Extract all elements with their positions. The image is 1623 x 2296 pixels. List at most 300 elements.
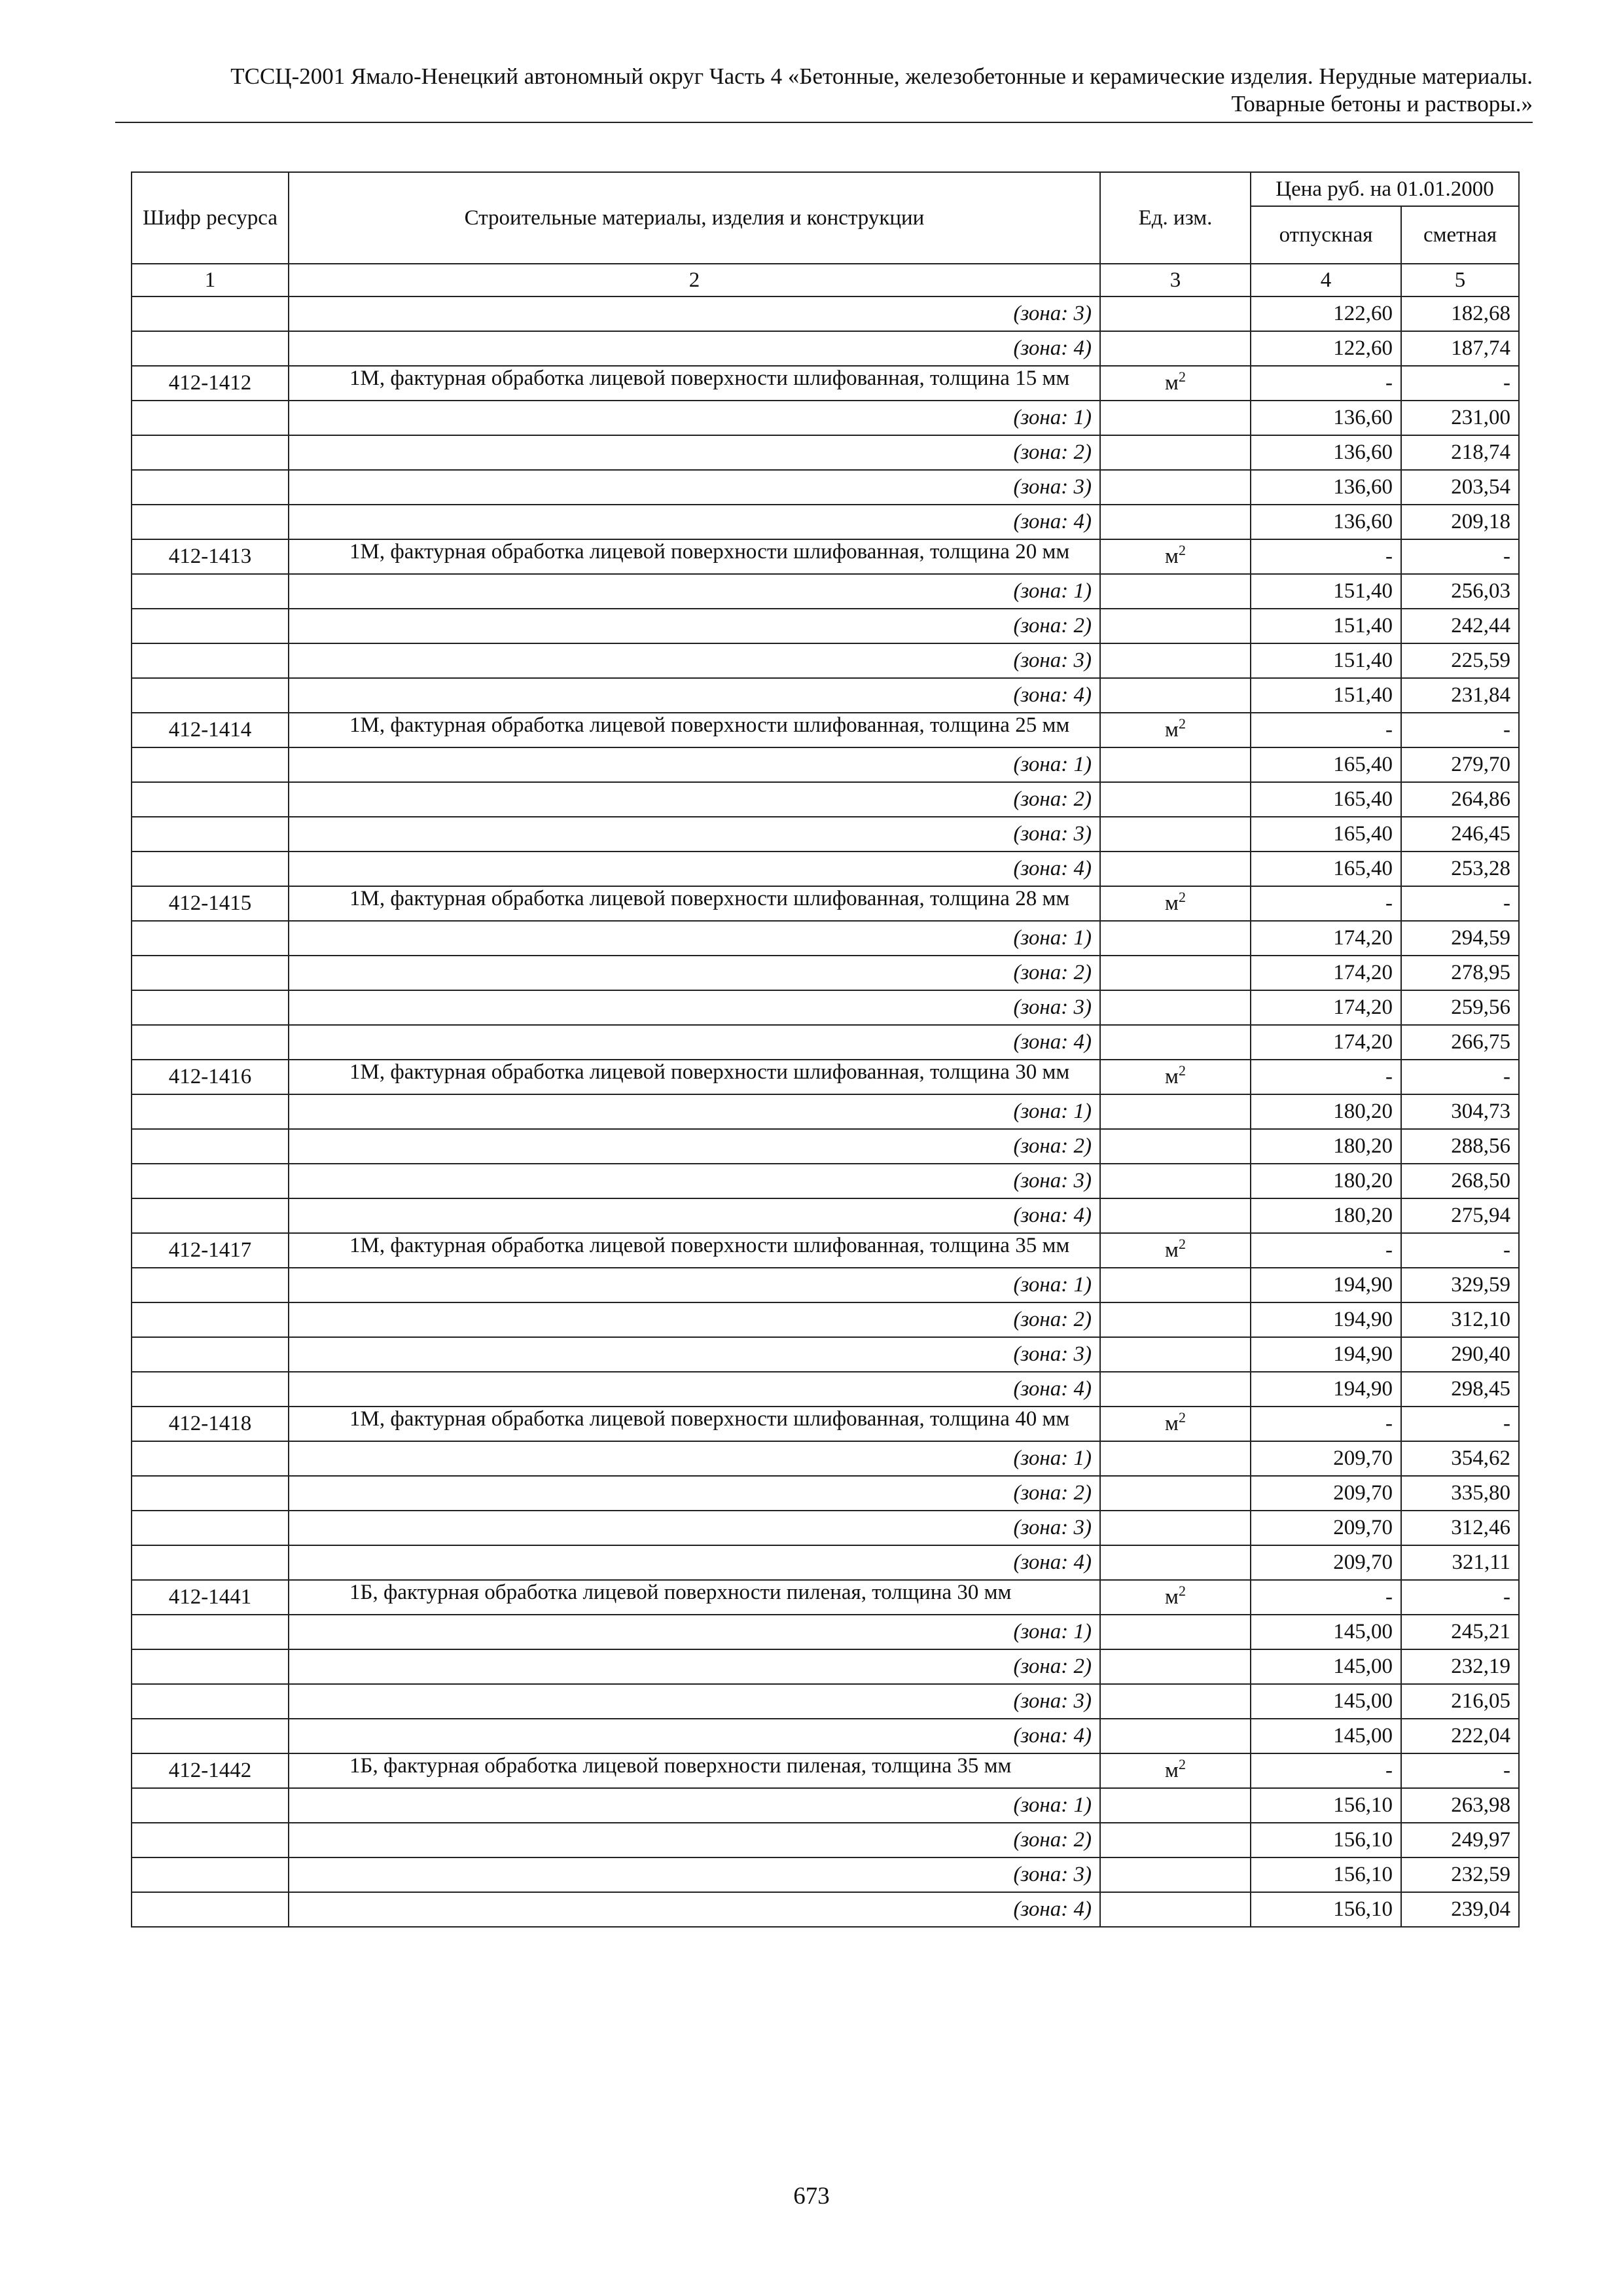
empty-cell: [132, 1372, 289, 1407]
release-price: 145,00: [1251, 1719, 1401, 1753]
unit-of-measure: [1100, 1580, 1251, 1615]
zone-label: (зона: 1): [289, 574, 1100, 609]
empty-cell: [132, 1337, 289, 1372]
resource-row: [132, 713, 1519, 747]
resource-description: [289, 713, 1100, 747]
empty-cell: [132, 1025, 289, 1060]
release-price: 156,10: [1251, 1892, 1401, 1927]
empty-cell: [1100, 1545, 1251, 1580]
estimate-price: 312,46: [1401, 1511, 1519, 1545]
zone-label: (зона: 2): [289, 1649, 1100, 1684]
unit-of-measure: [1100, 713, 1251, 747]
header-unit: Ед. изм.: [1100, 172, 1251, 264]
empty-cell: [132, 678, 289, 713]
release-price: 174,20: [1251, 921, 1401, 956]
release-price: 165,40: [1251, 782, 1401, 817]
running-header-line-2: Товарные бетоны и растворы.»: [1231, 91, 1533, 117]
header-estimate-price: сметная: [1401, 206, 1519, 264]
zone-row: [132, 1892, 1519, 1927]
release-price: 180,20: [1251, 1198, 1401, 1233]
zone-row: [132, 1302, 1519, 1337]
release-price: 136,60: [1251, 470, 1401, 505]
zone-row: [132, 1649, 1519, 1684]
resource-description-text: 1М, фактурная обработка лицевой поверхности шлифованная, толщина 20 мм: [349, 540, 1070, 564]
empty-cell: [1100, 1094, 1251, 1129]
release-price: 145,00: [1251, 1684, 1401, 1719]
resource-code: 412-1416: [132, 1060, 289, 1094]
empty-cell: [1100, 1823, 1251, 1857]
zone-row: [132, 1129, 1519, 1164]
empty-cell: [132, 1511, 289, 1545]
column-number: 2: [289, 264, 1100, 296]
resource-description-text: 1М, фактурная обработка лицевой поверхности шлифованная, толщина 40 мм: [349, 1407, 1070, 1431]
unit-of-measure: [1100, 366, 1251, 401]
release-price: -: [1251, 1060, 1401, 1094]
estimate-price: 298,45: [1401, 1372, 1519, 1407]
zone-row: [132, 1025, 1519, 1060]
release-price: 194,90: [1251, 1268, 1401, 1302]
empty-cell: [1100, 1302, 1251, 1337]
column-number: 1: [132, 264, 289, 296]
release-price: 209,70: [1251, 1545, 1401, 1580]
estimate-price: 246,45: [1401, 817, 1519, 852]
resource-description-text: 1Б, фактурная обработка лицевой поверхности пиленая, толщина 30 мм: [349, 1581, 1012, 1604]
empty-cell: [1100, 1268, 1251, 1302]
empty-cell: [132, 609, 289, 643]
resource-row: [132, 886, 1519, 921]
zone-row: [132, 1545, 1519, 1580]
release-price: 180,20: [1251, 1094, 1401, 1129]
release-price: 136,60: [1251, 401, 1401, 435]
zone-row: [132, 470, 1519, 505]
empty-cell: [132, 331, 289, 366]
resource-code: 412-1442: [132, 1753, 289, 1788]
empty-cell: [1100, 678, 1251, 713]
release-price: -: [1251, 1580, 1401, 1615]
resource-code: 412-1417: [132, 1233, 289, 1268]
unit-of-measure: [1100, 539, 1251, 574]
zone-label: (зона: 2): [289, 609, 1100, 643]
estimate-price: -: [1401, 1753, 1519, 1788]
empty-cell: [1100, 1649, 1251, 1684]
estimate-price: 354,62: [1401, 1441, 1519, 1476]
empty-cell: [1100, 1337, 1251, 1372]
empty-cell: [1100, 1788, 1251, 1823]
release-price: 156,10: [1251, 1788, 1401, 1823]
zone-row: [132, 1476, 1519, 1511]
empty-cell: [1100, 852, 1251, 886]
price-table: [131, 171, 1520, 1928]
release-price: 151,40: [1251, 609, 1401, 643]
empty-cell: [1100, 470, 1251, 505]
release-price: 136,60: [1251, 505, 1401, 539]
estimate-price: 279,70: [1401, 747, 1519, 782]
estimate-price: -: [1401, 1233, 1519, 1268]
zone-label: (зона: 2): [289, 782, 1100, 817]
zone-row: [132, 1164, 1519, 1198]
empty-cell: [132, 1129, 289, 1164]
resource-description: [289, 1233, 1100, 1268]
empty-cell: [132, 1823, 289, 1857]
estimate-price: 278,95: [1401, 956, 1519, 990]
release-price: -: [1251, 1753, 1401, 1788]
zone-row: [132, 435, 1519, 470]
unit-exponent: 2: [1178, 1236, 1186, 1252]
zone-label: (зона: 4): [289, 852, 1100, 886]
header-release-price: отпускная: [1251, 206, 1401, 264]
estimate-price: 263,98: [1401, 1788, 1519, 1823]
resource-description: [289, 1753, 1100, 1788]
zone-row: [132, 331, 1519, 366]
zone-label: (зона: 3): [289, 1164, 1100, 1198]
resource-description-text: 1Б, фактурная обработка лицевой поверхности пиленая, толщина 35 мм: [349, 1754, 1012, 1778]
estimate-price: 209,18: [1401, 505, 1519, 539]
empty-cell: [1100, 1892, 1251, 1927]
empty-cell: [132, 1268, 289, 1302]
estimate-price: 232,19: [1401, 1649, 1519, 1684]
zone-row: [132, 817, 1519, 852]
resource-description: [289, 886, 1100, 921]
unit-symbol: м: [1165, 1585, 1179, 1609]
zone-label: (зона: 3): [289, 1684, 1100, 1719]
estimate-price: 256,03: [1401, 574, 1519, 609]
zone-row: [132, 747, 1519, 782]
empty-cell: [1100, 574, 1251, 609]
zone-row: [132, 1337, 1519, 1372]
unit-exponent: 2: [1178, 368, 1186, 385]
unit-symbol: м: [1165, 1238, 1179, 1262]
estimate-price: 187,74: [1401, 331, 1519, 366]
estimate-price: 275,94: [1401, 1198, 1519, 1233]
estimate-price: 218,74: [1401, 435, 1519, 470]
unit-of-measure: [1100, 1407, 1251, 1441]
zone-label: (зона: 4): [289, 678, 1100, 713]
empty-cell: [1100, 296, 1251, 331]
resource-row: [132, 1753, 1519, 1788]
empty-cell: [1100, 331, 1251, 366]
estimate-price: 216,05: [1401, 1684, 1519, 1719]
empty-cell: [1100, 990, 1251, 1025]
resource-description: [289, 539, 1100, 574]
zone-label: (зона: 3): [289, 1511, 1100, 1545]
zone-row: [132, 1788, 1519, 1823]
empty-cell: [1100, 1476, 1251, 1511]
release-price: -: [1251, 1407, 1401, 1441]
price-table-body: [132, 296, 1519, 1927]
estimate-price: 231,84: [1401, 678, 1519, 713]
resource-description: [289, 1580, 1100, 1615]
header-price-group: Цена руб. на 01.01.2000: [1251, 172, 1519, 206]
empty-cell: [1100, 1129, 1251, 1164]
empty-cell: [132, 1545, 289, 1580]
zone-row: [132, 1441, 1519, 1476]
zone-label: (зона: 4): [289, 1025, 1100, 1060]
estimate-price: -: [1401, 539, 1519, 574]
release-price: 156,10: [1251, 1857, 1401, 1892]
page-number: 673: [793, 2183, 830, 2210]
release-price: 174,20: [1251, 956, 1401, 990]
release-price: 165,40: [1251, 852, 1401, 886]
unit-of-measure: [1100, 1753, 1251, 1788]
release-price: 165,40: [1251, 817, 1401, 852]
resource-description-text: 1М, фактурная обработка лицевой поверхности шлифованная, толщина 25 мм: [349, 713, 1070, 737]
zone-row: [132, 1372, 1519, 1407]
release-price: 209,70: [1251, 1441, 1401, 1476]
zone-label: (зона: 3): [289, 817, 1100, 852]
empty-cell: [1100, 1372, 1251, 1407]
estimate-price: 335,80: [1401, 1476, 1519, 1511]
resource-description-text: 1М, фактурная обработка лицевой поверхности шлифованная, толщина 35 мм: [349, 1234, 1070, 1257]
zone-row: [132, 1094, 1519, 1129]
empty-cell: [132, 747, 289, 782]
zone-label: (зона: 1): [289, 921, 1100, 956]
empty-cell: [132, 643, 289, 678]
header-code: Шифр ресурса: [132, 172, 289, 264]
resource-description-text: 1М, фактурная обработка лицевой поверхности шлифованная, толщина 28 мм: [349, 887, 1070, 910]
zone-label: (зона: 2): [289, 435, 1100, 470]
estimate-price: 182,68: [1401, 296, 1519, 331]
resource-row: [132, 1580, 1519, 1615]
unit-exponent: 2: [1178, 715, 1186, 732]
zone-label: (зона: 4): [289, 1198, 1100, 1233]
empty-cell: [132, 1788, 289, 1823]
estimate-price: 268,50: [1401, 1164, 1519, 1198]
empty-cell: [132, 1441, 289, 1476]
empty-cell: [132, 1649, 289, 1684]
estimate-price: 249,97: [1401, 1823, 1519, 1857]
empty-cell: [1100, 747, 1251, 782]
empty-cell: [132, 1615, 289, 1649]
zone-row: [132, 574, 1519, 609]
zone-row: [132, 678, 1519, 713]
unit-of-measure: [1100, 1060, 1251, 1094]
zone-label: (зона: 2): [289, 1129, 1100, 1164]
estimate-price: -: [1401, 1060, 1519, 1094]
zone-label: (зона: 3): [289, 470, 1100, 505]
unit-exponent: 2: [1178, 542, 1186, 558]
unit-symbol: м: [1165, 1065, 1179, 1088]
zone-row: [132, 1719, 1519, 1753]
zone-row: [132, 609, 1519, 643]
resource-description: [289, 366, 1100, 401]
estimate-price: 266,75: [1401, 1025, 1519, 1060]
estimate-price: -: [1401, 1407, 1519, 1441]
empty-cell: [132, 401, 289, 435]
resource-row: [132, 1407, 1519, 1441]
empty-cell: [132, 505, 289, 539]
empty-cell: [132, 1164, 289, 1198]
zone-label: (зона: 4): [289, 1545, 1100, 1580]
empty-cell: [1100, 921, 1251, 956]
empty-cell: [132, 1684, 289, 1719]
empty-cell: [132, 1857, 289, 1892]
empty-cell: [132, 921, 289, 956]
resource-row: [132, 1060, 1519, 1094]
unit-symbol: м: [1165, 371, 1179, 395]
zone-row: [132, 643, 1519, 678]
resource-code: 412-1414: [132, 713, 289, 747]
estimate-price: 321,11: [1401, 1545, 1519, 1580]
release-price: 145,00: [1251, 1649, 1401, 1684]
empty-cell: [1100, 1857, 1251, 1892]
empty-cell: [132, 990, 289, 1025]
release-price: 174,20: [1251, 1025, 1401, 1060]
zone-label: (зона: 2): [289, 1302, 1100, 1337]
empty-cell: [132, 1892, 289, 1927]
zone-row: [132, 1857, 1519, 1892]
empty-cell: [1100, 1511, 1251, 1545]
unit-exponent: 2: [1178, 1062, 1186, 1079]
resource-code: 412-1412: [132, 366, 289, 401]
release-price: 180,20: [1251, 1164, 1401, 1198]
zone-row: [132, 990, 1519, 1025]
zone-label: (зона: 4): [289, 1372, 1100, 1407]
empty-cell: [1100, 609, 1251, 643]
resource-description: [289, 1060, 1100, 1094]
zone-row: [132, 1615, 1519, 1649]
estimate-price: 264,86: [1401, 782, 1519, 817]
release-price: 194,90: [1251, 1372, 1401, 1407]
estimate-price: -: [1401, 1580, 1519, 1615]
zone-label: (зона: 3): [289, 1857, 1100, 1892]
zone-row: [132, 852, 1519, 886]
release-price: -: [1251, 1233, 1401, 1268]
estimate-price: 294,59: [1401, 921, 1519, 956]
empty-cell: [132, 470, 289, 505]
zone-row: [132, 1684, 1519, 1719]
resource-description-text: 1М, фактурная обработка лицевой поверхности шлифованная, толщина 30 мм: [349, 1060, 1070, 1084]
zone-label: (зона: 4): [289, 505, 1100, 539]
estimate-price: 245,21: [1401, 1615, 1519, 1649]
resource-description: [289, 1407, 1100, 1441]
zone-label: (зона: 3): [289, 990, 1100, 1025]
unit-symbol: м: [1165, 545, 1179, 568]
zone-label: (зона: 2): [289, 1476, 1100, 1511]
release-price: 194,90: [1251, 1337, 1401, 1372]
zone-label: (зона: 4): [289, 1892, 1100, 1927]
zone-row: [132, 1823, 1519, 1857]
estimate-price: 304,73: [1401, 1094, 1519, 1129]
zone-label: (зона: 1): [289, 401, 1100, 435]
empty-cell: [1100, 817, 1251, 852]
empty-cell: [1100, 643, 1251, 678]
empty-cell: [132, 1198, 289, 1233]
estimate-price: 288,56: [1401, 1129, 1519, 1164]
zone-row: [132, 1268, 1519, 1302]
estimate-price: 239,04: [1401, 1892, 1519, 1927]
resource-code: 412-1441: [132, 1580, 289, 1615]
unit-exponent: 2: [1178, 1756, 1186, 1772]
empty-cell: [132, 956, 289, 990]
resource-code: 412-1413: [132, 539, 289, 574]
estimate-price: 225,59: [1401, 643, 1519, 678]
unit-of-measure: [1100, 886, 1251, 921]
empty-cell: [1100, 1025, 1251, 1060]
estimate-price: 312,10: [1401, 1302, 1519, 1337]
release-price: 194,90: [1251, 1302, 1401, 1337]
unit-exponent: 2: [1178, 889, 1186, 905]
zone-row: [132, 296, 1519, 331]
resource-row: [132, 1233, 1519, 1268]
empty-cell: [1100, 435, 1251, 470]
release-price: 156,10: [1251, 1823, 1401, 1857]
empty-cell: [132, 1719, 289, 1753]
zone-label: (зона: 4): [289, 331, 1100, 366]
release-price: 151,40: [1251, 643, 1401, 678]
unit-of-measure: [1100, 1233, 1251, 1268]
empty-cell: [1100, 1684, 1251, 1719]
empty-cell: [1100, 1164, 1251, 1198]
release-price: 122,60: [1251, 296, 1401, 331]
zone-label: (зона: 3): [289, 1337, 1100, 1372]
estimate-price: 203,54: [1401, 470, 1519, 505]
empty-cell: [1100, 401, 1251, 435]
release-price: 145,00: [1251, 1615, 1401, 1649]
release-price: 209,70: [1251, 1511, 1401, 1545]
empty-cell: [1100, 782, 1251, 817]
release-price: 151,40: [1251, 574, 1401, 609]
header-divider: [115, 122, 1533, 123]
estimate-price: 253,28: [1401, 852, 1519, 886]
zone-row: [132, 956, 1519, 990]
zone-label: (зона: 1): [289, 1615, 1100, 1649]
zone-label: (зона: 2): [289, 1823, 1100, 1857]
zone-label: (зона: 2): [289, 956, 1100, 990]
column-number: 3: [1100, 264, 1251, 296]
release-price: 174,20: [1251, 990, 1401, 1025]
empty-cell: [132, 782, 289, 817]
price-table-head: [132, 172, 1519, 296]
zone-label: (зона: 3): [289, 296, 1100, 331]
release-price: -: [1251, 366, 1401, 401]
empty-cell: [132, 1094, 289, 1129]
release-price: -: [1251, 713, 1401, 747]
empty-cell: [132, 1476, 289, 1511]
empty-cell: [1100, 1441, 1251, 1476]
zone-label: (зона: 1): [289, 747, 1100, 782]
unit-symbol: м: [1165, 1412, 1179, 1435]
estimate-price: 242,44: [1401, 609, 1519, 643]
zone-label: (зона: 1): [289, 1094, 1100, 1129]
empty-cell: [1100, 505, 1251, 539]
empty-cell: [132, 852, 289, 886]
empty-cell: [132, 435, 289, 470]
estimate-price: 231,00: [1401, 401, 1519, 435]
empty-cell: [132, 574, 289, 609]
empty-cell: [132, 296, 289, 331]
empty-cell: [132, 817, 289, 852]
zone-row: [132, 921, 1519, 956]
zone-label: (зона: 4): [289, 1719, 1100, 1753]
unit-symbol: м: [1165, 718, 1179, 742]
column-number: 5: [1401, 264, 1519, 296]
estimate-price: 222,04: [1401, 1719, 1519, 1753]
zone-label: (зона: 1): [289, 1441, 1100, 1476]
zone-label: (зона: 3): [289, 643, 1100, 678]
resource-code: 412-1418: [132, 1407, 289, 1441]
resource-row: [132, 366, 1519, 401]
zone-row: [132, 1198, 1519, 1233]
running-header-line-1: ТССЦ-2001 Ямало-Ненецкий автономный округ Часть 4 «Бетонные, железобетонные и керамические изделия. Нерудные материалы.: [230, 63, 1533, 89]
zone-row: [132, 505, 1519, 539]
estimate-price: -: [1401, 366, 1519, 401]
resource-description-text: 1М, фактурная обработка лицевой поверхности шлифованная, толщина 15 мм: [349, 367, 1070, 390]
empty-cell: [1100, 1198, 1251, 1233]
column-number: 4: [1251, 264, 1401, 296]
header-name: Строительные материалы, изделия и конструкции: [289, 172, 1100, 264]
release-price: 180,20: [1251, 1129, 1401, 1164]
estimate-price: 232,59: [1401, 1857, 1519, 1892]
